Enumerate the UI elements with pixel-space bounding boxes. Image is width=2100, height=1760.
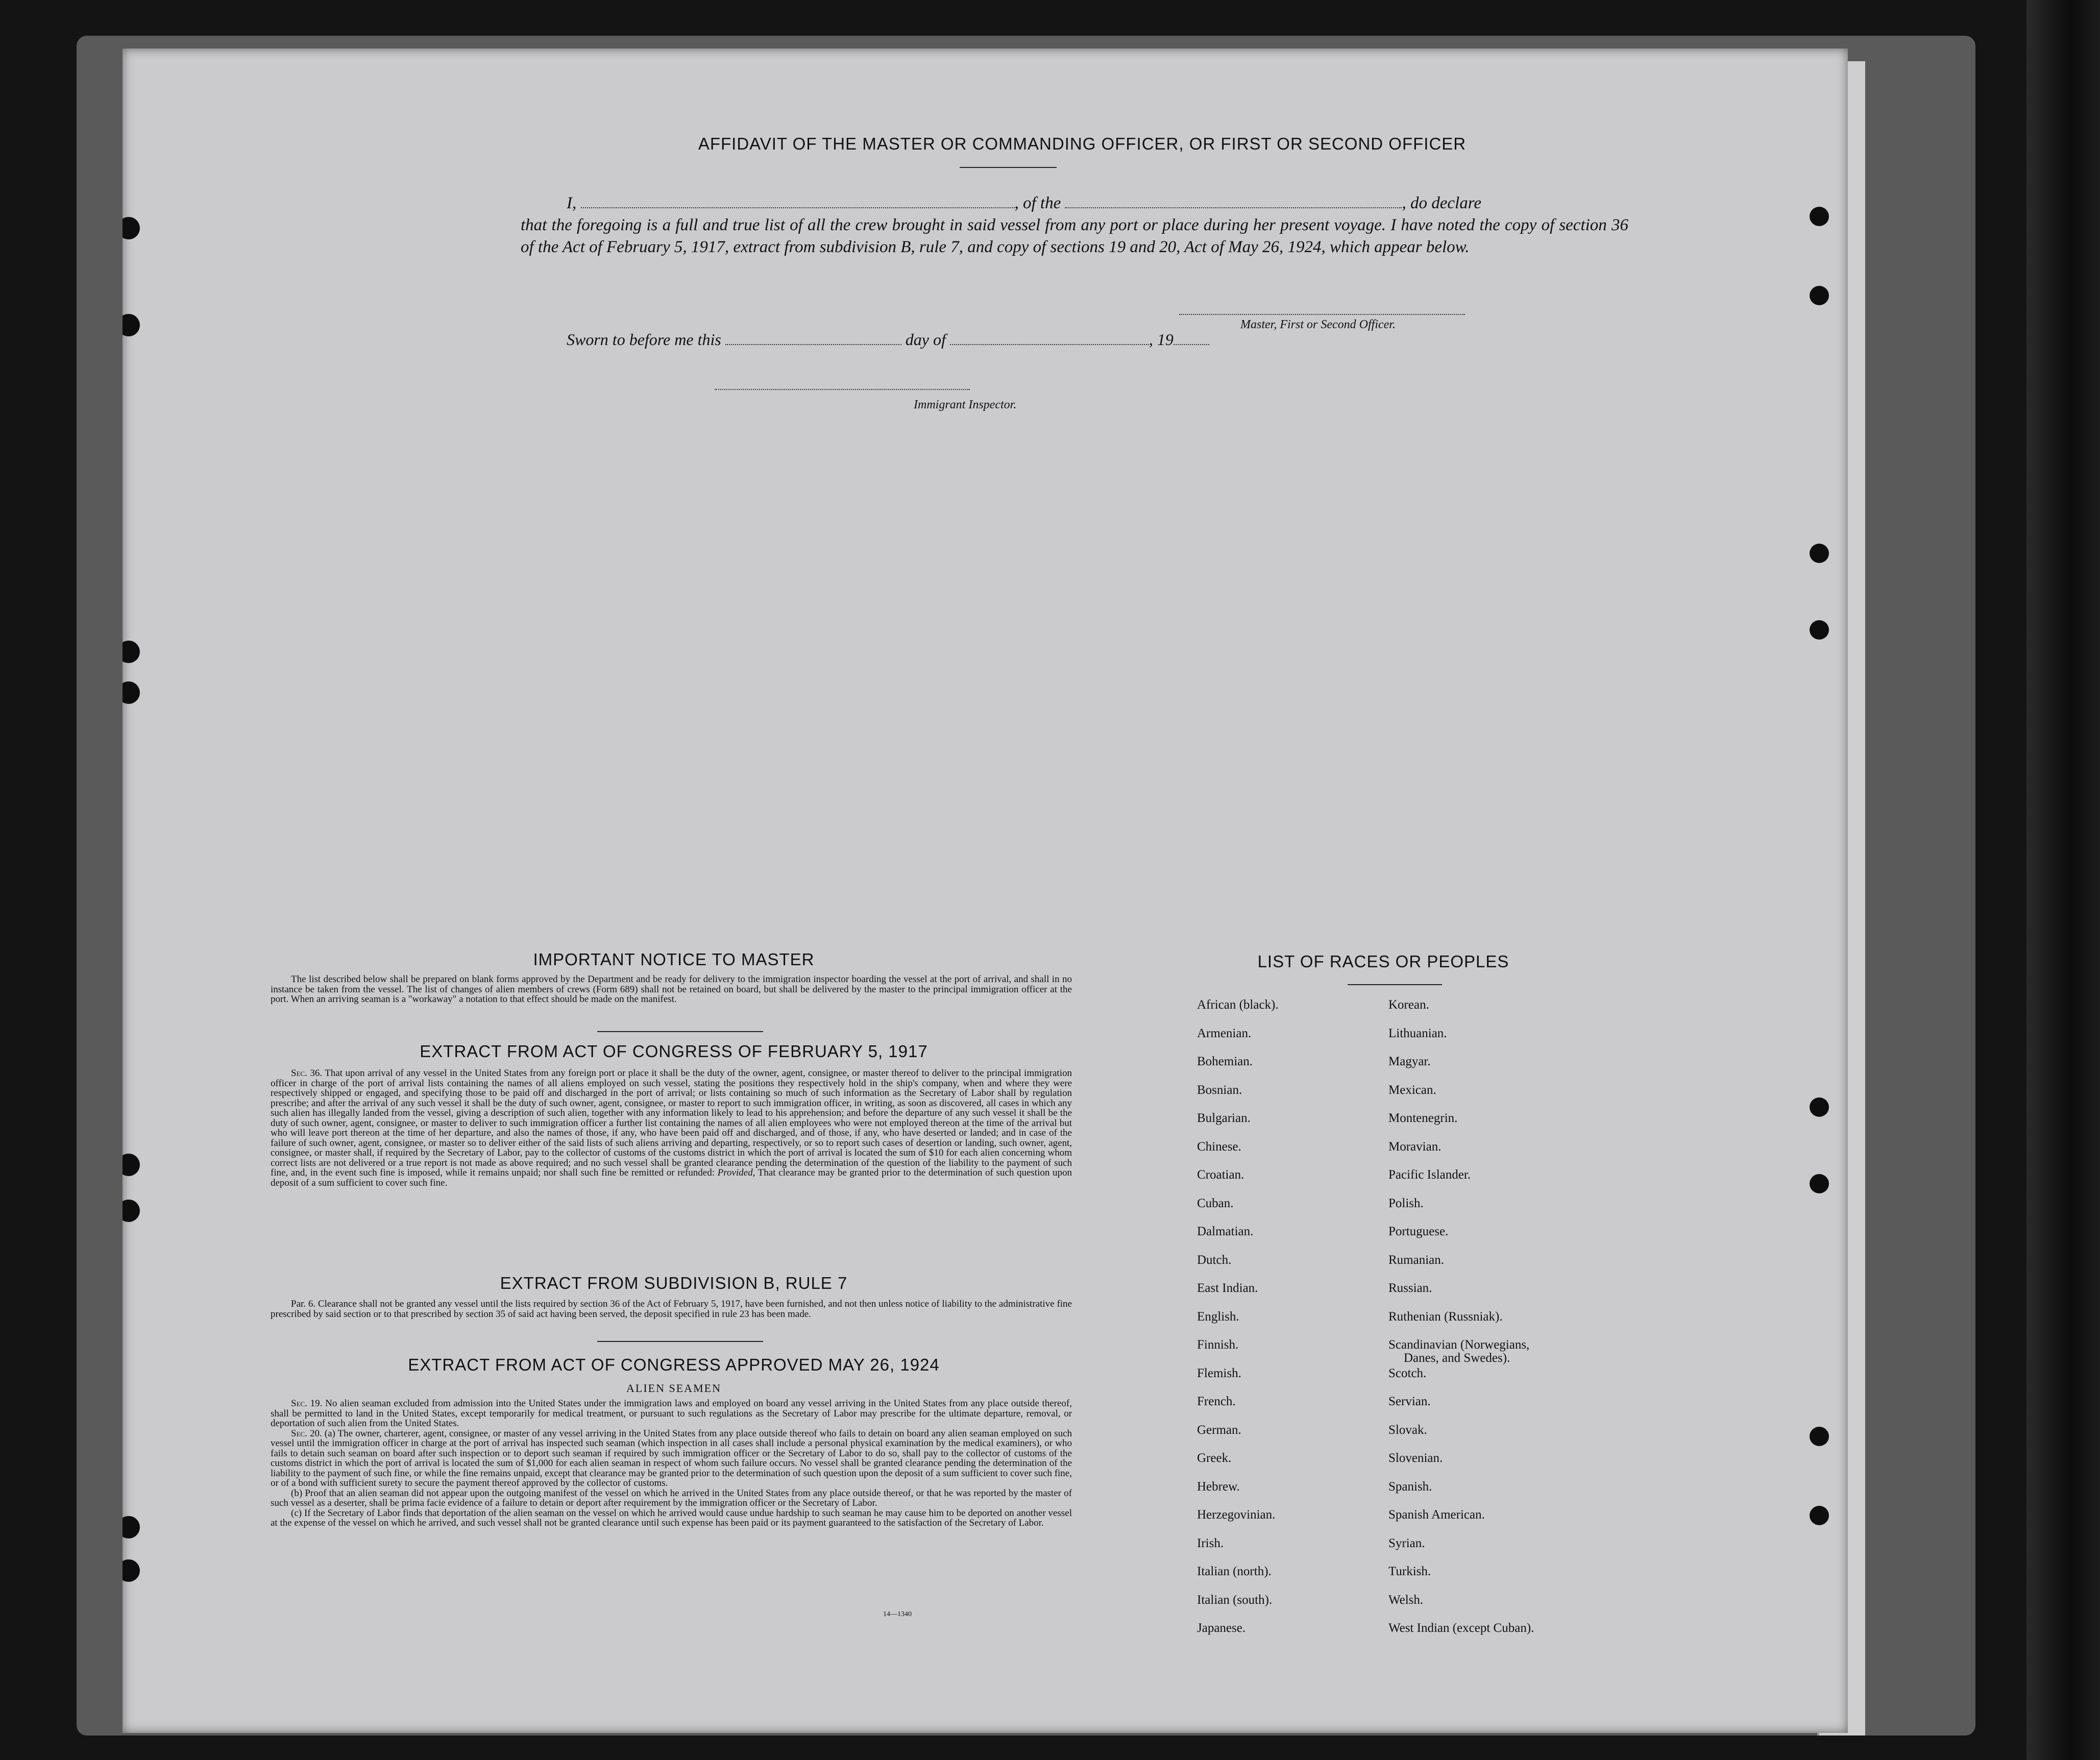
race-item: Bosnian. [1197, 1083, 1242, 1097]
signature-line[interactable] [1179, 314, 1465, 316]
punch-hole [1810, 207, 1829, 226]
race-item: African (black). [1197, 998, 1279, 1012]
race-item: Spanish. [1388, 1479, 1432, 1494]
race-item: Bulgarian. [1197, 1111, 1251, 1125]
punch-hole [123, 1516, 140, 1538]
punch-hole [123, 1154, 140, 1176]
race-item: English. [1197, 1309, 1239, 1324]
race-item: Dalmatian. [1197, 1225, 1254, 1238]
race-item: Scandinavian (Norwegians, [1388, 1338, 1530, 1352]
race-item: Bohemian. [1197, 1055, 1253, 1068]
race-item: Italian (north). [1197, 1565, 1272, 1578]
race-item: German. [1197, 1423, 1241, 1437]
signature-label: Master, First or Second Officer. [1240, 318, 1396, 331]
race-item: Montenegrin. [1388, 1111, 1458, 1125]
punch-hole [1810, 286, 1829, 305]
race-item: Dutch. [1197, 1253, 1232, 1267]
section-rule [597, 1341, 763, 1342]
vessel-field[interactable] [1065, 207, 1402, 208]
race-item: Chinese. [1197, 1139, 1241, 1154]
subdivision-b-paragraph: Par. 6. Clearance shall not be granted any vessel until the lists required by section 36 of the Act of February 5, 1917, have been furnished, and not then unless notice of liability to the administrative fine prescribed by said section or to that prescribed by section 35 of said act having been served, the deposit specified in rule 23 has been made. [271, 1299, 1072, 1319]
sec20-label: Sec. 20. [291, 1428, 322, 1439]
form-number: 14—1340 [883, 1610, 912, 1618]
race-item: East Indian. [1197, 1281, 1258, 1295]
race-item: Korean. [1388, 998, 1429, 1012]
punch-hole [1810, 1097, 1829, 1117]
document-page [123, 48, 1848, 1733]
race-item: Spanish American. [1388, 1508, 1485, 1522]
extract-1924-text [271, 1399, 1072, 1528]
sworn-year-prefix: , 19 [1149, 330, 1174, 349]
extract-1924-title: EXTRACT FROM ACT OF CONGRESS APPROVED MAY 26, 1924 [408, 1355, 940, 1374]
race-item: Polish. [1388, 1196, 1424, 1210]
punch-hole [1810, 620, 1829, 640]
sworn-day-field[interactable] [725, 344, 901, 345]
punch-hole [1810, 1427, 1829, 1446]
declaration-text: that the foregoing is a full and true list of all the crew brought in said vessel from any port or place during her present voyage. I have noted the copy of section 36 of the Act of February 5, 1917, extract from subdivision B, rule 7, and copy of sections 19 and 20, Act of May 26, 1924, which appear below. [521, 216, 1628, 256]
race-item-continuation: Danes, and Swedes). [1404, 1351, 1510, 1365]
race-item: Scotch. [1388, 1366, 1427, 1380]
alien-seamen-subtitle: ALIEN SEAMEN [626, 1382, 721, 1395]
proviso-text: That clearance may be granted prior to the determination of such question upon deposit of a sum sufficient to cover such fine. [271, 1167, 1072, 1188]
race-item: Flemish. [1197, 1366, 1241, 1380]
inspector-signature-line[interactable] [715, 389, 970, 391]
subdivision-b-title: EXTRACT FROM SUBDIVISION B, RULE 7 [500, 1274, 848, 1292]
sworn-year-field[interactable] [1174, 344, 1209, 345]
notice-paragraph: The list described below shall be prepared on blank forms approved by the Department and be ready for delivery to the immigration inspector boarding the vessel at the port of arrival, and shall in no instance be taken from the vessel. The list of changes of alien members of crews (Form 689) shall not be retained on board, but shall be delivered by the master to the principal immigration officer at the port. When an arriving seaman is a "workaway" a notation to that effect should be made on the manifest. [271, 974, 1072, 1005]
sec20a-text: (a) The owner, charterer, agent, consignee, or master of any vessel arriving in the United States from any place outside thereof who fails to detain on board any alien seaman employed on such vessel until the immigration officer in charge at the port of arrival has inspected such seaman (which inspection in all cases shall include a personal physical examination by the medical examiners), or who fails to detain such seaman on board after such inspection or to deport such seaman if required by such immigration officer or the Secretary of Labor to do so, shall pay to the collector of customs of the customs district in which the port of arrival is located the sum of $1,000 for each alien seaman in respect of whom such failure occurs. No vessel shall be granted clearance pending the determination of the liability to the payment of such fine, or while the fine remains unpaid, except that clearance may be granted prior to the determination of such question upon the deposit of a sum sufficient to cover such fine, or of a bond with sufficient surety to secure the payment thereof approved by the collector of customs. [271, 1428, 1072, 1488]
inspector-label: Immigrant Inspector. [914, 398, 1017, 411]
notice-text [271, 974, 1072, 1005]
race-item: Mexican. [1388, 1083, 1436, 1097]
sworn-text: Sworn to before me this [567, 330, 725, 349]
race-item-wrapper [1388, 1338, 1603, 1366]
race-item: Syrian. [1388, 1536, 1425, 1550]
declaration-declare: , do declare [1402, 194, 1481, 212]
punch-hole [123, 1200, 140, 1222]
sec20b-text: (b) Proof that an alien seaman did not appear upon the outgoing manifest of the vessel on which he arrived in the United States from any place outside thereof, or that he was reported by the master of such vessel as a deserter, shall be prima facie evidence of a failure to detain or deport after requirement by the immigration officer or the Secretary of Labor. [271, 1487, 1072, 1508]
sec36-text: That upon arrival of any vessel in the United States from any foreign port or place it shall be the duty of the owner, agent, consignee, or master thereof to deliver to the principal immigration officer in charge of the port of arrival lists containing the names of all aliens employed on such vessel, stating the positions they respectively hold in the ship's company, when and where they were respectively shipped or engaged, and specifying those to be paid off and discharged in the port of arrival; or lists containing so much of such information as the Secretary of Labor shall by regulation prescribe; and after the arrival of any such vessel it shall be the duty of such owner, agent, consignee, or master to report to such immigration officer, in writing, as soon as discovered, all cases in which any such alien has illegally landed from the vessel, giving a description of such alien, together with any information likely to lead to his apprehension; and before the departure of any such vessel it shall be the duty of such owner, agent, consignee, or master to deliver to such immigration officer a further list containing the names of all alien employees who were not employed thereon at the time of the arrival but who will leave port thereon at the time of her departure, and also the names of those, if any, who have been paid off and discharged, and of those, if any, who have deserted or landed; and in case of the failure of such owner, agent, consignee, or master so to deliver either of the said lists of such aliens arriving and departing, respectively, or so to report such cases of desertion or landing, such owner, agent, consignee, or master shall, if required by the Secretary of Labor, pay to the collector of customs of the customs district in which the port of arrival is located the sum of $10 for each alien concerning whom correct lists are not delivered or a true report is not made as above required; and no such vessel shall be granted clearance pending the determination of the question of the liability to the payment of such fine, and, in the event such fine is imposed, while it remains unpaid; nor shall such fine be remitted or refunded: [271, 1068, 1072, 1178]
punch-hole [1810, 544, 1829, 563]
punch-hole [1810, 1174, 1829, 1193]
race-item: Italian (south). [1197, 1593, 1273, 1607]
notice-title: IMPORTANT NOTICE TO MASTER [533, 950, 815, 969]
sworn-day-of: day of [901, 330, 950, 349]
race-item: Slovenian. [1388, 1451, 1443, 1465]
races-title: LIST OF RACES OR PEOPLES [1257, 952, 1509, 971]
race-item: French. [1197, 1395, 1236, 1408]
race-item: Slovak. [1388, 1423, 1427, 1437]
races-list [1197, 998, 1603, 1650]
sworn-month-field[interactable] [950, 344, 1149, 345]
punch-hole [123, 314, 140, 336]
race-item: Russian. [1388, 1281, 1432, 1295]
races-rule [1348, 984, 1442, 985]
name-field[interactable] [581, 207, 1015, 208]
sworn-line [567, 330, 1209, 349]
affidavit-body [521, 192, 1628, 258]
sec20c-text: (c) If the Secretary of Labor finds that deportation of the alien seaman on the vessel on which he arrived would cause undue hardship to such seaman he may cause him to be deported on another vessel at the expense of the vessel on which he arrived, and such vessel shall not be granted clearance until such expense has been paid or its payment guaranteed to the satisfaction of the Secretary of Labor. [271, 1507, 1072, 1528]
race-item: Herzegovinian. [1197, 1508, 1276, 1522]
sec19-label: Sec. 19. [291, 1398, 323, 1409]
extract-1917-title: EXTRACT FROM ACT OF CONGRESS OF FEBRUARY 5, 1917 [420, 1042, 928, 1061]
race-item: Japanese. [1197, 1621, 1246, 1635]
affidavit-title: AFFIDAVIT OF THE MASTER OR COMMANDING OFFICER, OR FIRST OR SECOND OFFICER [698, 134, 1467, 153]
race-item: Turkish. [1388, 1565, 1431, 1578]
race-item: Croatian. [1197, 1168, 1244, 1182]
sec36-label: Sec. 36. [291, 1068, 323, 1079]
declaration-of-the: , of the [1014, 194, 1065, 212]
race-item: Welsh. [1388, 1593, 1424, 1607]
race-item: West Indian (except Cuban). [1388, 1621, 1534, 1635]
race-item: Lithuanian. [1388, 1026, 1447, 1040]
subdivision-b-text [271, 1299, 1072, 1319]
race-item: Pacific Islander. [1388, 1168, 1471, 1182]
punch-hole [123, 217, 140, 239]
declaration-i: I, [567, 194, 581, 212]
race-item: Ruthenian (Russniak). [1388, 1309, 1503, 1324]
punch-hole [123, 681, 140, 704]
title-rule [960, 167, 1057, 168]
extract-1917-text [271, 1068, 1072, 1188]
punch-hole [123, 1559, 140, 1582]
race-item: Cuban. [1197, 1196, 1234, 1210]
proviso-label: Provided, [717, 1167, 755, 1178]
race-item: Armenian. [1197, 1026, 1252, 1040]
race-item: Rumanian. [1388, 1253, 1445, 1267]
scanner-edge [2026, 0, 2100, 1760]
race-item: Servian. [1388, 1395, 1431, 1408]
race-item: Moravian. [1388, 1139, 1442, 1154]
declaration-line [521, 192, 1628, 214]
punch-hole [1810, 1506, 1829, 1525]
race-item: Greek. [1197, 1451, 1232, 1465]
race-item: Portuguese. [1388, 1225, 1449, 1238]
race-item: Hebrew. [1197, 1479, 1240, 1494]
race-item: Magyar. [1388, 1055, 1431, 1068]
race-item: Finnish. [1197, 1338, 1239, 1352]
section-rule [597, 1031, 763, 1032]
sec19-text: No alien seaman excluded from admission into the United States under the immigration laws and employed on board any vessel arriving in the United States from any place outside thereof, shall be permitted to land in the United States, except temporarily for medical treatment, or pursuant to such regulations as the Secretary of Labor may prescribe for the ultimate departure, removal, or deportation of such alien from the United States. [271, 1398, 1072, 1429]
race-item: Irish. [1197, 1536, 1224, 1550]
punch-hole [123, 641, 140, 663]
